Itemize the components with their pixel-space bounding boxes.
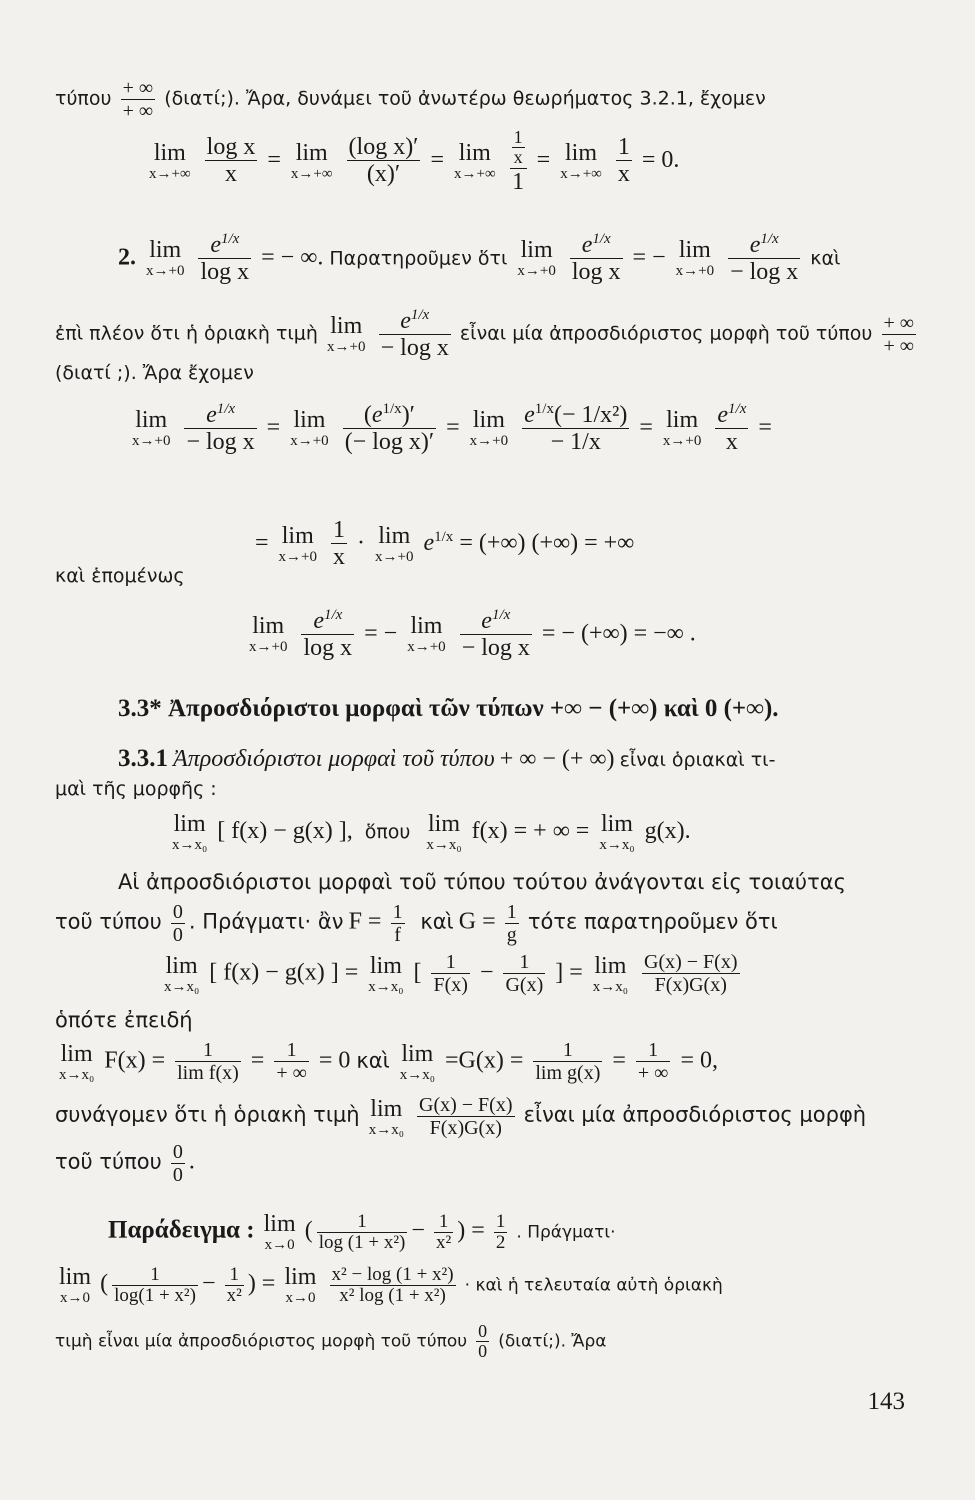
text-line-10b: μαὶ τῆς μορφῆς :: [55, 778, 217, 800]
text-line-4: ἐπὶ πλέον ὅτι ἡ ὁριακὴ τιμὴ lim x→+0 $\frac{e^{1/x}}{\text{− log x}}$ εἶναι μία ἀπροσδιόριστος μορφὴ τοῦ τύπου $\frac{+ \infty}{+ \infty}$: [55, 307, 915, 362]
text-line-4b: (διατί ;). Ἄρα ἔχομεν: [55, 362, 254, 384]
example-line: Παράδειγμα : lim x→0 ( $\frac{1}{\text{log (1 + x²)}}$ − $\frac{1}{\text{x²}}$ ) = $\frac{1}{2}$ . Πράγματι·: [108, 1211, 616, 1254]
text-line-10: 3.3.1 Ἀπροσδιόριστοι μορφαὶ τοῦ τύπου + ∞ − (+ ∞) εἶναι ὁριακαὶ τι-: [118, 745, 776, 772]
equation-1: lim x→+∞ $\frac{\text{log x}}{x}$ = lim x→+∞ $\frac{\text{(log x)′}}{(x)'}$ = lim x→+∞ $\frac{\frac{1}{x}}{1}$ = lim x→+∞ $\frac{1}{x}$ = 0.: [149, 127, 680, 195]
equation-2: 2. lim x→+0 $\frac{e^{1/x}}{\text{log x}}$ = − ∞. Παρατηροῦμεν ὅτι lim x→+0 $\frac{e^{1/x}}{\text{log x}}$ = − lim x→+0 $\frac{e^{1/x}}{\text{− log x}}$ καὶ: [118, 231, 841, 286]
equation-4: = lim x→+0 $\frac{1}{x}$ · lim x→+0 $e^{1/x}$ = (+∞) (+∞) = +∞: [255, 517, 635, 571]
equation-8: lim x→x₀ F(x) = $\frac{1}{\text{lim f(x)}}$ = $\frac{1}{+ \infty}$ = 0 καὶ lim x→x₀ =G(x) = $\frac{1}{\text{lim g(x)}}$ = $\frac{1}{+ \infty}$ = 0,: [59, 1039, 718, 1084]
equation-3: lim x→+0 $\frac{e^{1/x}}{\text{− log x}}$ = lim x→+0 $\frac{(e^{1/x})'}{\text{(− log x)′}}$ = lim x→+0 $\frac{e^{1/x}(- 1/x^2)}{- 1/x}$ = lim x→+0 $\frac{e^{1/x}}{x}$ =: [132, 401, 772, 456]
text-line-15: ὁπότε ἐπειδή: [55, 1008, 193, 1032]
text-line-17: συνάγομεν ὅτι ἡ ὁριακὴ τιμὴ lim x→x₀ $\frac{G(x) - F(x)}{F(x)G(x)}$ εἶναι μία ἀπροσδιόριστος μορφὴ: [55, 1094, 867, 1139]
equation-5: lim x→+0 $\frac{e^{1/x}}{\text{log x}}$ = − lim x→+0 $\frac{e^{1/x}}{\text{− log x}}$ = − (+∞) = −∞ .: [249, 607, 696, 662]
text-line-18: τοῦ τύπου $\frac{0}{0}$ .: [55, 1141, 195, 1186]
text-line-21: τιμὴ εἶναι μία ἀπροσδιόριστος μορφὴ τοῦ τύπου $\frac{0}{0}$ (διατί;). Ἄρα: [55, 1321, 607, 1361]
page-number: 143: [867, 1388, 905, 1415]
equation-6: lim x→x₀ [ f(x) − g(x) ], ὅπου lim x→x₀ f(x) = + ∞ = lim x→x₀ g(x).: [172, 811, 691, 853]
equation-7: lim x→x₀ [ f(x) − g(x) ] = lim x→x₀ [ $\frac{1}{F(x)}$ − $\frac{1}{G(x)}$ ] = lim x→x₀ $\frac{G(x) - F(x)}{F(x)G(x)}$: [164, 951, 738, 996]
text-line-7: καὶ ἑπομένως: [55, 565, 185, 587]
text-line-12: Αἱ ἀπροσδιόριστοι μορφαὶ τοῦ τύπου τούτου ἀνάγονται εἰς τοιαύτας: [118, 870, 846, 894]
text-line-13: τοῦ τύπου $\frac{0}{0}$ . Πράγματι· ἂν F = $\frac{1}{f}$ καὶ G = $\frac{1}{g}$ τότε παρατηροῦμεν ὅτι: [55, 901, 778, 946]
text-line-1: τύπου $\frac{+ \infty}{+ \infty}$ (διατί;). Ἄρα, δυνάμει τοῦ ἀνωτέρω θεωρήματος 3.2.1, ἔχομεν: [55, 77, 766, 122]
section-heading-3-3: 3.3* Ἀπροσδιόριστοι μορφαὶ τῶν τύπων +∞ − (+∞) καὶ 0 (+∞).: [118, 695, 779, 722]
equation-9: lim x→0 ( $\frac{1}{\text{log(1 + x²)}}$ − $\frac{1}{\text{x²}}$ ) = lim x→0 $\frac{\text{x² − log (1 + x²)}}{\text{x² log (1 + x²)}}$ · καὶ ἡ τελευταία αὐτὴ ὁριακὴ: [59, 1264, 723, 1307]
